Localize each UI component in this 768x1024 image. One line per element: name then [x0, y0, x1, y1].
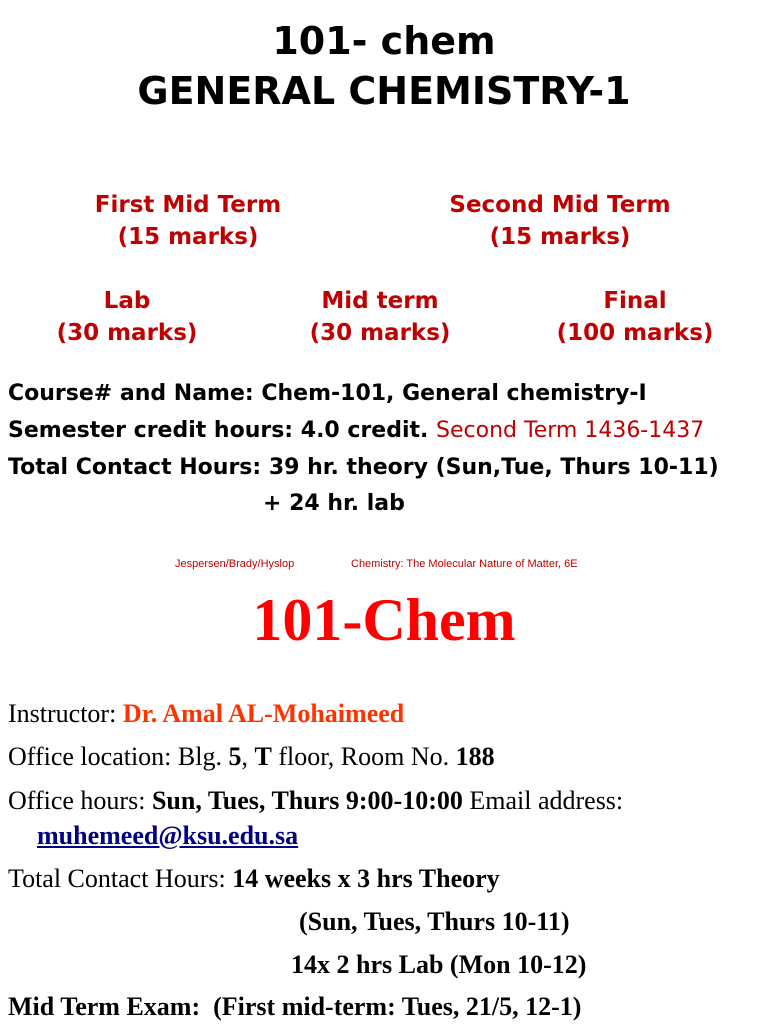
slide-authors: Jespersen/Brady/Hyslop [175, 558, 295, 570]
lab-label: Lab [103, 288, 151, 314]
credit-hours-line [8, 418, 704, 443]
office-hours-label: Office hours: [8, 786, 152, 815]
final-mark [535, 285, 735, 349]
first-midterm-value: (15 marks) [117, 224, 259, 250]
office-building: 5 [228, 742, 242, 771]
midterm-mark [290, 285, 470, 349]
midterm-exam-label: Mid Term Exam: [8, 992, 201, 1021]
email-link[interactable]: muhemeed@ksu.edu.sa [37, 821, 299, 850]
first-midterm-label: First Mid Term [94, 192, 282, 218]
lab-schedule-line [291, 950, 586, 980]
contact-hours-line: Total Contact Hours: 39 hr. theory (Sun,Tue, Thurs 10-11) [8, 455, 719, 480]
slide-book-title: Chemistry: The Molecular Nature of Matter, 6E [351, 558, 578, 570]
instructor-label: Instructor: [8, 699, 123, 728]
office-location-line [8, 742, 495, 772]
office-mid-text: floor, Room No. [271, 742, 456, 771]
second-midterm-value: (15 marks) [489, 224, 631, 250]
lab-value: (30 marks) [56, 320, 198, 346]
contact-days: (Sun, Tues, Thurs 10-11) [299, 907, 570, 936]
first-midterm-mark [78, 189, 298, 253]
office-floor: T [254, 742, 272, 771]
email-line [37, 821, 298, 851]
instructor-line [8, 699, 404, 729]
slide-title: 101-Chem [252, 587, 516, 653]
instructor-name: Dr. Amal AL-Mohaimeed [122, 699, 405, 728]
term-text: Second Term 1436-1437 [436, 418, 705, 443]
lab-mark [37, 285, 217, 349]
total-contact-line [8, 864, 500, 894]
office-hours-value: Sun, Tues, Thurs 9:00-10:00 [151, 786, 463, 815]
credit-hours-text: Semester credit hours: 4.0 credit. [8, 418, 429, 443]
office-label: Office location: Blg. [8, 742, 229, 771]
lab-hours-line: + 24 hr. lab [263, 491, 405, 516]
office-separator: , [241, 742, 255, 771]
course-name-title: GENERAL CHEMISTRY-1 [137, 69, 631, 113]
final-label: Final [603, 288, 667, 314]
midterm-exam-value: (First mid-term: Tues, 21/5, 12-1) [213, 992, 582, 1021]
course-name-line: Course# and Name: Chem-101, General chemistry-I [8, 381, 647, 406]
contact-label: Total Contact Hours: [8, 864, 233, 893]
midterm-exam-line [8, 992, 581, 1022]
email-label: Email address: [462, 786, 624, 815]
second-midterm-label: Second Mid Term [449, 192, 671, 218]
contact-days-line [299, 907, 569, 937]
office-hours-line [8, 786, 623, 816]
contact-value: 14 weeks x 3 hrs Theory [232, 864, 500, 893]
second-midterm-mark [430, 189, 690, 253]
midterm-label: Mid term [321, 288, 439, 314]
midterm-value: (30 marks) [309, 320, 451, 346]
lab-schedule: 14x 2 hrs Lab (Mon 10-12) [291, 950, 587, 979]
office-room: 188 [455, 742, 495, 771]
final-value: (100 marks) [556, 320, 714, 346]
course-code-title: 101- chem [272, 19, 496, 63]
